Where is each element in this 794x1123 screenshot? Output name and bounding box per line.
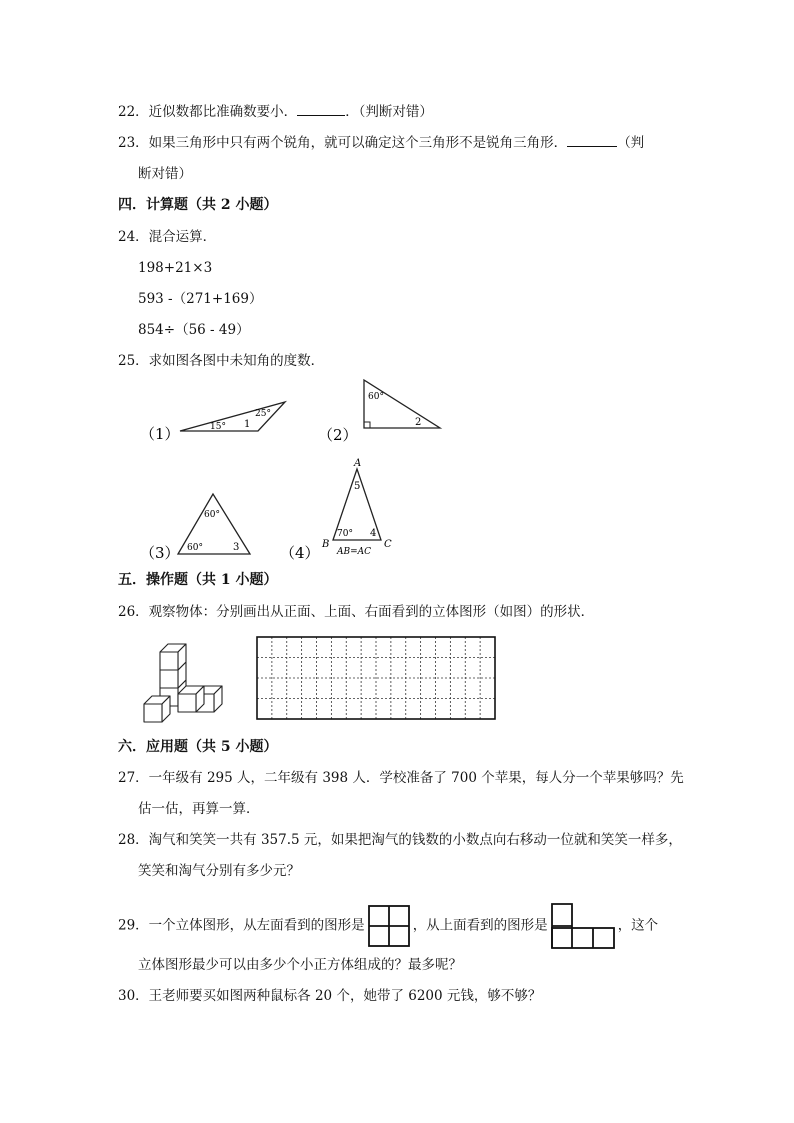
- section-5-heading: 五．操作题（共 1 小题）: [118, 572, 278, 588]
- answer-blank[interactable]: [567, 133, 617, 147]
- equality-note: AB=AC: [337, 547, 372, 557]
- question-29-part-1: 29．一个立体图形，从左面看到的图形是: [118, 917, 365, 934]
- question-22: [118, 102, 433, 122]
- angle-label-2: 2: [415, 417, 422, 428]
- angle-label-60-top: 60°: [204, 510, 220, 520]
- angle-label-60-left: 60°: [187, 543, 203, 553]
- question-26-text: 26．观察物体：分别画出从正面、上面、右面看到的立体图形（如图）的形状．: [118, 604, 595, 620]
- triangle-figure-1: [140, 385, 300, 443]
- angle-label-25: 25°: [255, 409, 271, 419]
- figure-1-label: （1）: [140, 425, 180, 443]
- question-22-text: 22．近似数都比准确数要小．: [118, 104, 298, 120]
- question-25-text: 25．求如图各图中未知角的度数．: [118, 353, 325, 369]
- question-29-part-3: ，这个: [617, 917, 659, 934]
- question-23-text: 23．如果三角形中只有两个锐角，就可以确定这个三角形不是锐角三角形．: [118, 135, 568, 151]
- vertex-a: A: [354, 458, 362, 469]
- question-28-line-2: 笑笑和淘气分别有多少元？: [138, 863, 300, 879]
- answer-blank[interactable]: [297, 102, 345, 116]
- question-27-line-2: 估一估，再算一算．: [138, 801, 260, 817]
- question-30-text: 30．王老师要买如图两种鼠标各 20 个，她带了 6200 元钱，够不够？: [118, 988, 542, 1004]
- question-23-suffix: （判: [617, 135, 645, 151]
- section-6-heading: 六．应用题（共 5 小题）: [118, 739, 278, 755]
- angle-label-4: 4: [370, 528, 377, 539]
- figure-4-label: （4）: [280, 544, 320, 562]
- angle-label-15: 15°: [210, 422, 226, 432]
- drawing-grid[interactable]: [256, 636, 496, 720]
- question-29-line-1: [118, 903, 658, 949]
- question-23: [118, 133, 644, 153]
- vertex-c: C: [384, 539, 392, 550]
- triangle-figure-3: [140, 490, 260, 562]
- figure-2-label: （2）: [318, 426, 358, 444]
- top-view-figure: [551, 903, 615, 949]
- angle-label-60: 60°: [368, 392, 384, 402]
- calc-item-3: 854÷（56 - 49）: [138, 322, 250, 338]
- angle-label-3: 3: [233, 542, 240, 553]
- figure-3-label: （3）: [140, 544, 180, 562]
- calc-item-2: 593 -（271+169）: [138, 291, 263, 307]
- question-23-continuation: 断对错）: [138, 166, 192, 182]
- question-27-line-1: 27．一年级有 295 人，二年级有 398 人．学校准备了 700 个苹果，每人分一个苹果够吗？先: [118, 770, 684, 786]
- section-4-heading: 四．计算题（共 2 小题）: [118, 197, 278, 213]
- question-28-line-1: 28．淘气和笑笑一共有 357.5 元，如果把淘气的钱数的小数点向右移动一位就和笑笑一样多，: [118, 832, 682, 848]
- question-24-text: 24．混合运算．: [118, 229, 217, 245]
- question-29-part-2: ，从上面看到的图形是: [412, 917, 548, 934]
- question-29-line-2: 立体图形最少可以由多少个小正方体组成的？最多呢？: [138, 957, 462, 973]
- triangle-figure-4: [280, 455, 410, 562]
- angle-label-1: 1: [244, 419, 251, 430]
- cube-stack-figure: [140, 640, 230, 724]
- left-view-figure: [368, 905, 410, 947]
- vertex-b: B: [322, 539, 330, 550]
- triangle-figure-2: [318, 376, 448, 446]
- angle-label-5: 5: [354, 481, 361, 492]
- calc-item-1: 198+21×3: [138, 260, 213, 276]
- angle-label-70: 70°: [337, 529, 353, 539]
- question-22-suffix: ．（判断对错）: [345, 104, 433, 120]
